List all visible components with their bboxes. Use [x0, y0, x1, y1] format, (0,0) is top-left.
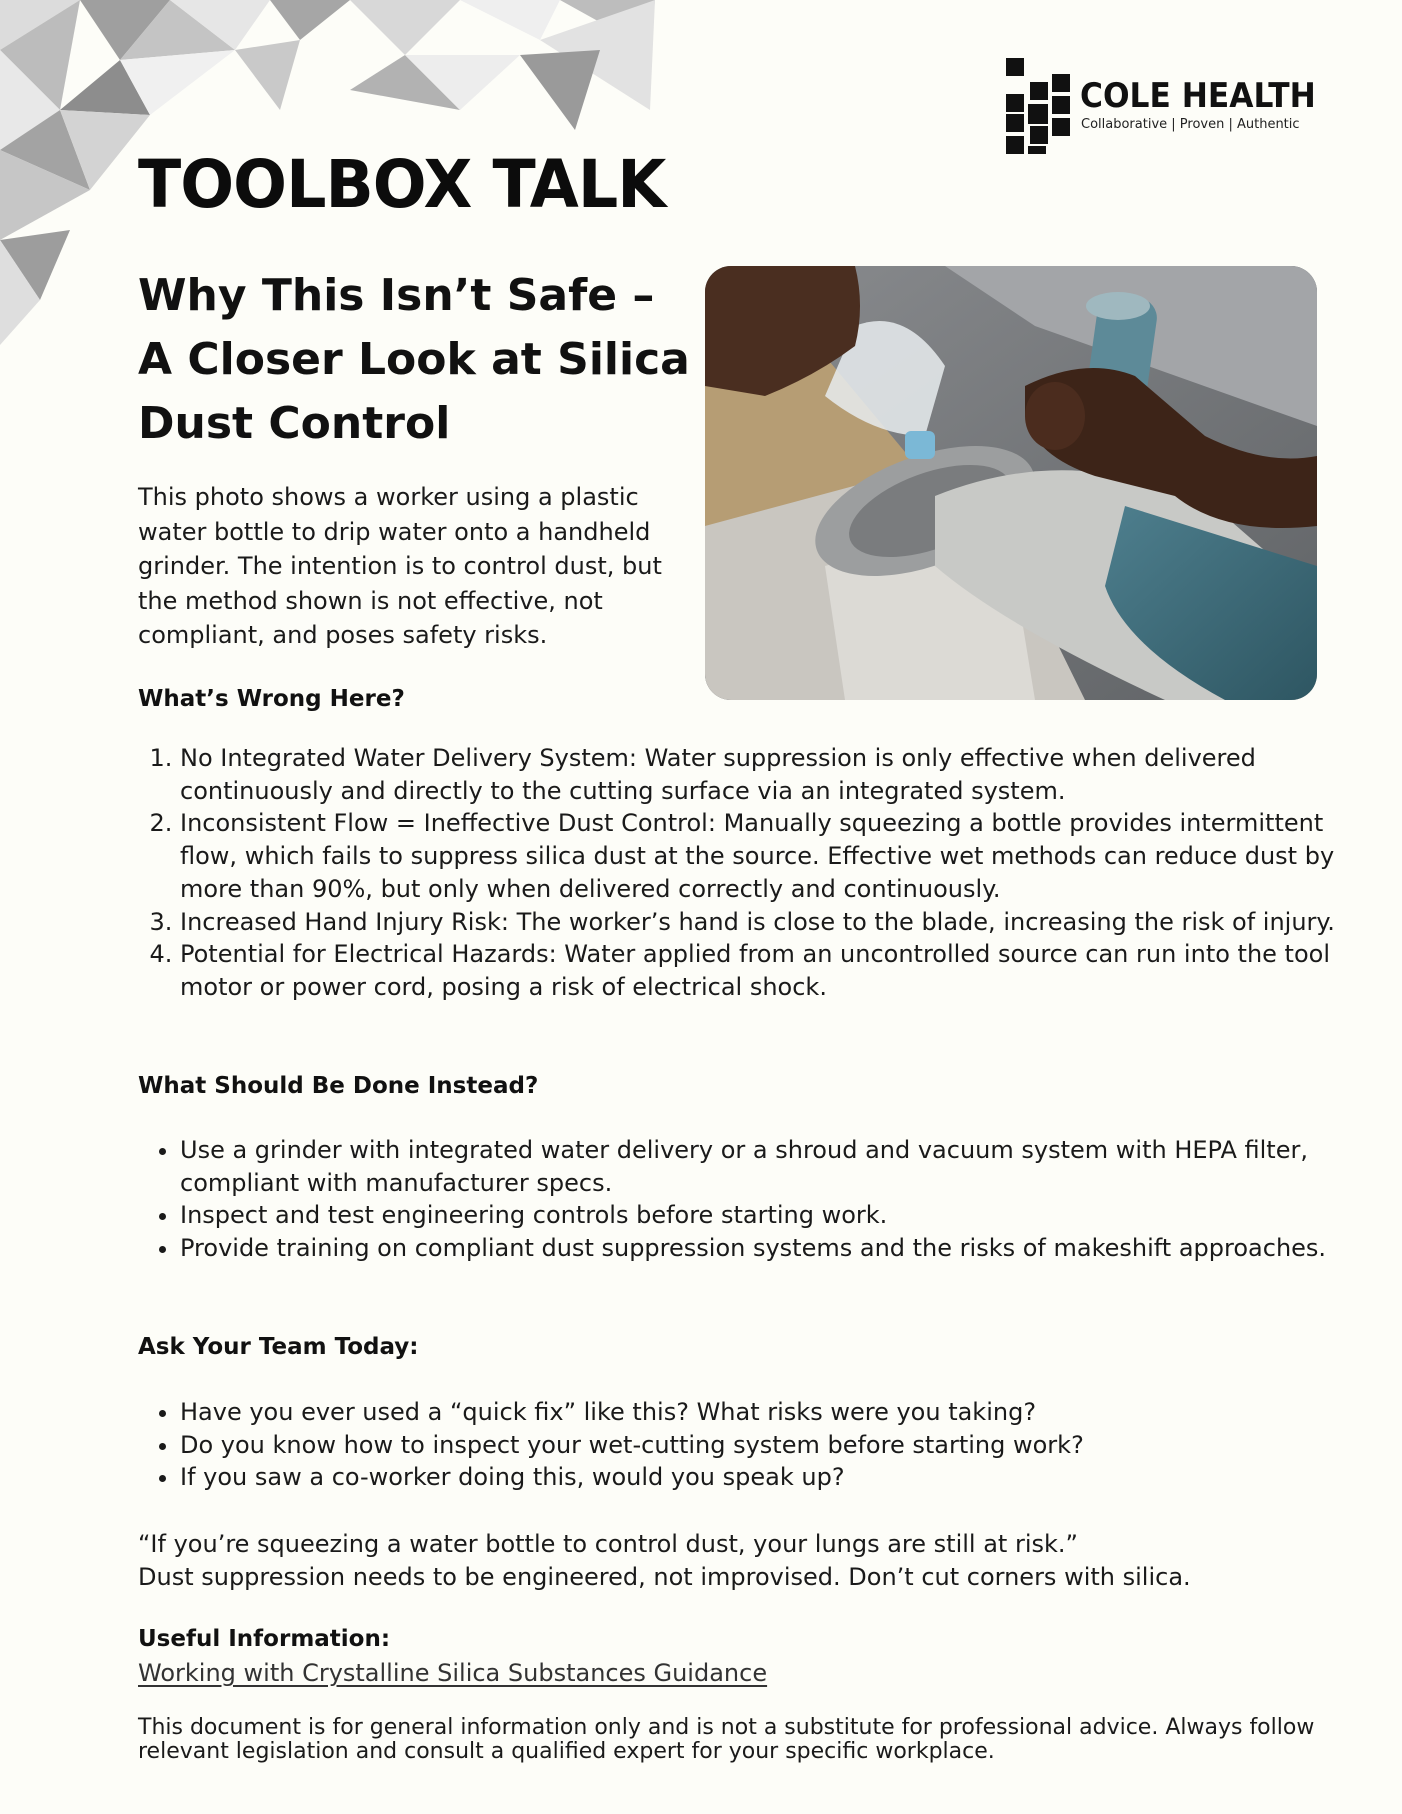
ask-list	[138, 1396, 1360, 1494]
closing-statement: Dust suppression needs to be engineered, not improvised. Don’t cut corners with silica.	[138, 1563, 1191, 1591]
disclaimer-text: This document is for general information only and is not a substitute for professional advice. Always follow relevant legislation and consult a qualified expert for your specific workplace.	[138, 1715, 1315, 1764]
wrong-item-2: 2. Inconsistent Flow = Ineffective Dust Control: Manually squeezing a bottle provides intermittent flow, which fails to suppress silica dust at the source. Effective wet methods can reduce dust by more than 90%, but only when delivered correctly and continuously.	[180, 807, 1360, 905]
photo-illustration	[705, 266, 1317, 700]
wrong-item-4: 4. Potential for Electrical Hazards: Water applied from an uncontrolled source can run into the tool motor or power cord, posing a risk of electrical shock.	[180, 938, 1360, 1003]
article-subtitle: Why This Isn’t Safe – A Closer Look at Silica Dust Control	[138, 270, 690, 449]
wrong-heading: What’s Wrong Here?	[138, 686, 405, 712]
ask-heading: Ask Your Team Today:	[138, 1334, 419, 1360]
instead-list	[138, 1134, 1360, 1265]
wrong-item-1: 1. No Integrated Water Delivery System: Water suppression is only effective when delivered continuously and directly to the cutting surface via an integrated system.	[180, 742, 1360, 807]
instead-heading: What Should Be Done Instead?	[138, 1073, 539, 1099]
closing-section	[138, 1528, 1338, 1594]
intro-paragraph: This photo shows a worker using a plastic water bottle to drip water onto a handheld grinder. The intention is to control dust, but the method shown is not effective, not compliant, and poses safety risks.	[138, 483, 662, 649]
closing-quote: “If you’re squeezing a water bottle to control dust, your lungs are still at risk.”	[138, 1530, 1078, 1558]
logo-tagline: Collaborative | Proven | Authentic	[1081, 117, 1300, 132]
instead-item-2: • Inspect and test engineering controls before starting work.	[180, 1199, 1360, 1232]
instead-item-1: • Use a grinder with integrated water delivery or a shroud and vacuum system with HEPA filter, compliant with manufacturer specs.	[180, 1134, 1360, 1199]
page-title: TOOLBOX TALK	[138, 146, 666, 223]
ask-item-3: • If you saw a co-worker doing this, would you speak up?	[180, 1461, 1360, 1494]
wrong-item-3: 3. Increased Hand Injury Risk: The worker’s hand is close to the blade, increasing the risk of injury.	[180, 906, 1360, 939]
worker-grinder-photo	[705, 266, 1317, 700]
silica-guidance-link[interactable]: Working with Crystalline Silica Substances Guidance	[138, 1659, 768, 1687]
ask-item-2: • Do you know how to inspect your wet-cutting system before starting work?	[180, 1429, 1360, 1462]
wrong-list	[138, 742, 1360, 1004]
cole-health-logo	[1004, 56, 1316, 156]
ask-item-1: • Have you ever used a “quick fix” like this? What risks were you taking?	[180, 1396, 1360, 1429]
logo-squares-icon	[1004, 56, 1074, 156]
instead-item-3: • Provide training on compliant dust suppression systems and the risks of makeshift approaches.	[180, 1232, 1360, 1265]
useful-heading: Useful Information:	[138, 1626, 391, 1652]
logo-name: COLE HEALTH	[1080, 76, 1316, 116]
